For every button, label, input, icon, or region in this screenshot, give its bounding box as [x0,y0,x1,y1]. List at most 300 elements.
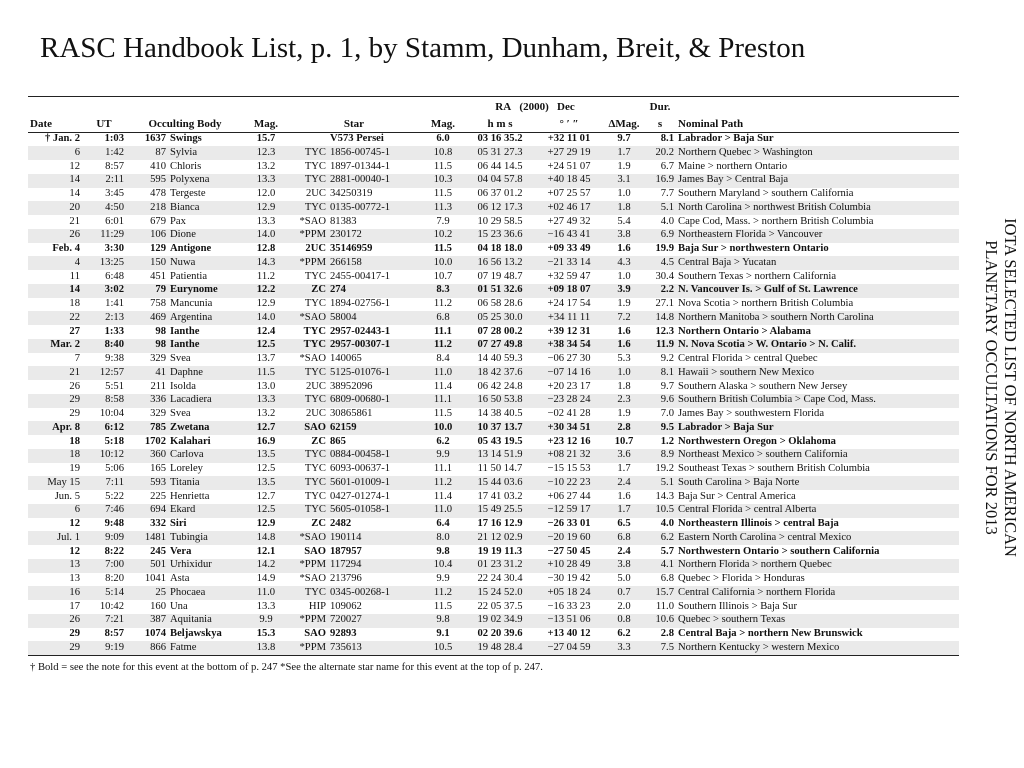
cell-num: 98 [155,325,166,337]
cell-mag: 13.5 [244,476,288,490]
cell-date: Apr. 8 [28,421,82,435]
cell-mag: 13.0 [256,380,276,392]
cell-path: Central Florida > central Alberta [676,504,959,518]
cell-ut: 3:02 [82,284,126,298]
cell-num: 866 [126,641,168,655]
cell-date: 13 [69,573,80,585]
cell-date: 4 [28,256,82,270]
cell-mag: 12.5 [244,504,288,518]
cell-dur: 4.0 [660,518,674,530]
cell-ut: 8:22 [104,545,124,557]
cell-mag: 12.5 [256,463,276,475]
cell-id: 0135-00772-1 [328,201,420,215]
cell-dec: −12 59 17 [534,504,604,518]
cell-smag: 8.0 [420,531,466,545]
cell-date: 29 [69,408,80,420]
cell-ra: 03 16 35.2 [477,133,523,145]
cell-mag: 14.9 [256,573,276,585]
cell-smag: 10.3 [420,174,466,188]
cell-cat: *PPM [288,614,328,628]
cell-ra: 01 23 31.2 [466,559,534,573]
cell-ut: 8:57 [104,628,124,640]
cell-path: Cape Cod, Mass. > northern British Columbia [678,215,874,227]
cell-cat: TYC [304,490,326,502]
cell-cat: TYC [304,160,326,172]
cell-ut: 3:45 [105,188,124,200]
cell-dur: 1.2 [660,435,674,447]
cell-id: 38952096 [330,380,373,392]
cell-name: Lacadiera [168,394,244,408]
cell-dec: +34 11 11 [534,311,604,325]
table-row [28,270,959,284]
cell-dur: 9.6 [644,394,676,408]
cell-dec: −23 28 24 [534,394,604,408]
cell-date: Jul. 1 [28,531,82,545]
cell-num: 410 [150,160,166,172]
table-row [28,229,959,243]
col-nominal-path: Nominal Path [676,114,959,133]
cell-date: 11 [69,270,80,282]
cell-path: North Carolina > northwest British Columbia [676,201,959,215]
cell-dec: −20 19 60 [534,531,604,545]
cell-dur: 2.8 [660,628,674,640]
cell-mag: 13.2 [256,160,276,172]
cell-name: Phocaea [168,586,244,600]
cell-cat: *PPM [288,256,328,270]
cell-mag: 12.2 [244,284,288,298]
cell-date: 16 [28,586,82,600]
cell-name: Zwetana [168,421,244,435]
cell-mag: 12.9 [244,201,288,215]
cell-date: 21 [69,215,80,227]
table-row [28,256,959,270]
cell-mag: 9.9 [244,614,288,628]
cell-dmag: 1.9 [617,298,631,310]
cell-ra: 07 27 49.8 [466,339,534,353]
cell-mag: 11.2 [256,270,276,282]
cell-mag: 12.7 [244,421,288,435]
cell-id: 5605-01058-1 [328,504,420,518]
cell-dec: −21 33 14 [534,256,604,270]
cell-path: Southern British Columbia > Cape Cod, Mass. [676,394,959,408]
cell-cat: 2UC [305,380,326,392]
cell-path: Eastern North Carolina > central Mexico [676,531,959,545]
cell-cat: TYC [288,201,328,215]
col-dec-units: ° ′ ″ [534,114,604,133]
cell-dec: +05 18 24 [534,586,604,600]
cell-ut: 9:48 [104,518,124,530]
cell-dur: 11.9 [644,339,676,353]
table-row [28,449,959,463]
cell-ut: 7:11 [82,476,126,490]
cell-ut: 5:51 [105,380,124,392]
cell-dmag: 1.0 [617,270,631,282]
cell-num: 79 [126,284,168,298]
cell-smag: 10.5 [420,641,466,655]
cell-date: 14 [28,284,82,298]
cell-name: Una [170,600,188,612]
cell-num: 593 [126,476,168,490]
cell-mag: 12.8 [256,243,276,255]
cell-dmag: 1.8 [604,201,644,215]
cell-dec: −15 15 53 [547,463,591,475]
cell-ra: 17 16 12.9 [477,518,523,530]
cell-dur: 6.7 [660,160,674,172]
cell-cat: TYC [304,270,326,282]
cell-dur: 4.0 [660,215,674,227]
cell-smag: 6.2 [436,435,450,447]
cell-name: Ianthe [168,339,244,353]
cell-smag: 6.8 [420,311,466,325]
occultation-table [28,96,959,656]
table-row [28,559,959,573]
table-row [28,311,959,325]
footnote: † Bold = see the note for this event at the bottom of p. 247 *See the alternate star name for this event at the top of p. 247. [30,662,543,673]
cell-dec: +24 17 54 [547,298,591,310]
cell-name: Svea [170,408,191,420]
cell-dmag: 5.3 [617,353,631,365]
cell-id: 6093-00637-1 [330,463,391,475]
cell-path: Northern Ontario > Alabama [678,325,811,337]
cell-ra: 18 42 37.6 [466,366,534,380]
cell-date: 21 [28,366,82,380]
cell-name: Svea [170,353,191,365]
cell-cat: *SAO [299,353,326,365]
cell-id: 5601-01009-1 [328,476,420,490]
cell-date: Jun. 5 [54,490,80,502]
cell-dur: 20.2 [644,146,676,160]
cell-ra: 07 19 48.7 [477,270,523,282]
cell-name: Henrietta [170,490,210,502]
cell-ra: 22 24 30.4 [477,573,523,585]
cell-name: Polyxena [168,174,244,188]
cell-num: 451 [150,270,166,282]
cell-id: 2957-02443-1 [330,325,391,337]
cell-num: 25 [126,586,168,600]
cell-ut: 7:00 [82,559,126,573]
cell-num: 160 [150,600,166,612]
cell-num: 150 [126,256,168,270]
cell-date: 17 [69,600,80,612]
cell-name: Bianca [168,201,244,215]
cell-smag: 11.2 [433,298,453,310]
col-mag: Mag. [244,114,288,133]
cell-cat: 2UC [305,243,326,255]
cell-ra: 19 19 11.3 [477,545,523,557]
cell-name: Siri [170,518,187,530]
cell-path: Northwestern Ontario > southern California [678,545,880,557]
table-row [28,325,959,339]
cell-mag: 13.3 [256,600,276,612]
cell-dec: −26 33 01 [547,518,591,530]
cell-dur: 8.1 [660,133,674,145]
table-row [28,586,959,600]
cell-cat: *SAO [288,531,328,545]
cell-dmag: 2.0 [617,600,631,612]
cell-ra: 14 38 40.5 [477,408,523,420]
table-row [28,600,959,614]
cell-mag: 13.5 [244,449,288,463]
cell-dur: 7.0 [660,408,674,420]
cell-id: 30865861 [330,408,373,420]
cell-dec: +13 40 12 [547,628,591,640]
cell-ut: 6:48 [105,270,124,282]
table-row [28,366,959,380]
cell-path: Quebec > Florida > Honduras [678,573,805,585]
cell-path: South Carolina > Baja Norte [676,476,959,490]
cell-date: 27 [69,325,80,337]
cell-id: 274 [328,284,420,298]
cell-date: 12 [69,160,80,172]
cell-id: 6809-00680-1 [328,394,420,408]
cell-name: Pax [170,215,186,227]
cell-dec: −30 19 42 [547,573,591,585]
cell-ra: 06 12 17.3 [466,201,534,215]
cell-name: Tergeste [170,188,206,200]
cell-dmag: 5.0 [617,573,631,585]
cell-name: Mancunia [170,298,213,310]
cell-ra: 15 49 25.5 [466,504,534,518]
cell-smag: 8.4 [436,353,450,365]
cell-date: Feb. 4 [52,243,80,255]
cell-mag: 12.1 [256,545,276,557]
cell-dec: +08 21 32 [534,449,604,463]
cell-num: 679 [150,215,166,227]
col-star: Star [288,114,420,133]
cell-dmag: 10.7 [614,435,634,447]
table-row [28,490,959,504]
cell-mag: 13.3 [244,174,288,188]
cell-dur: 6.2 [644,531,676,545]
cell-ra: 06 42 24.8 [477,380,523,392]
cell-date: 22 [28,311,82,325]
cell-smag: 9.8 [420,614,466,628]
cell-dur: 27.1 [655,298,674,310]
cell-ut: 8:58 [82,394,126,408]
cell-path: N. Nova Scotia > W. Ontario > N. Calif. [676,339,959,353]
cell-cat: *PPM [288,641,328,655]
cell-id: 1894-02756-1 [330,298,391,310]
cell-num: 87 [126,146,168,160]
cell-cat: SAO [304,545,326,557]
cell-path: James Bay > Central Baja [676,174,959,188]
cell-cat: *PPM [288,229,328,243]
col-date: Date [28,114,82,133]
cell-num: 41 [126,366,168,380]
cell-mag: 13.2 [256,408,276,420]
cell-date: 14 [28,174,82,188]
col-ut: UT [82,114,126,133]
cell-cat: TYC [288,339,328,353]
cell-dur: 11.0 [655,600,674,612]
cell-id: 0427-01274-1 [330,490,391,502]
side-title [982,190,1020,585]
cell-dmag: 1.6 [617,490,631,502]
cell-ut: 6:01 [105,215,124,227]
cell-dec: +24 51 07 [547,160,591,172]
cell-num: 387 [126,614,168,628]
cell-num: 501 [126,559,168,573]
cell-id: 2455-00417-1 [330,270,391,282]
cell-mag: 12.3 [244,146,288,160]
cell-dmag: 2.3 [604,394,644,408]
cell-smag: 11.1 [433,463,453,475]
cell-dur: 8.9 [644,449,676,463]
cell-cat: *SAO [299,573,326,585]
cell-name: Tubingia [168,531,244,545]
cell-cat: SAO [288,421,328,435]
cell-dur: 6.8 [660,573,674,585]
cell-path: Northern Quebec > Washington [676,146,959,160]
cell-date: 6 [28,146,82,160]
table-row [28,146,959,160]
cell-dur: 14.3 [655,490,674,502]
cell-ra: 14 40 59.3 [477,353,523,365]
cell-name: Sylvia [168,146,244,160]
cell-num: 218 [126,201,168,215]
cell-dec: +20 23 17 [547,380,591,392]
cell-smag: 11.2 [420,476,466,490]
cell-mag: 14.3 [244,256,288,270]
cell-id: 92893 [330,628,357,640]
cell-dur: 6.9 [644,229,676,243]
cell-ut: 5:22 [105,490,124,502]
cell-ut: 6:12 [82,421,126,435]
cell-path: Labrador > Baja Sur [678,133,774,145]
cell-path: Baja Sur > northwestern Ontario [678,243,829,255]
cell-dec: +30 34 51 [534,421,604,435]
table-row [28,394,959,408]
cell-ut: 11:29 [82,229,126,243]
cell-dur: 14.8 [644,311,676,325]
cell-name: Asta [170,573,190,585]
cell-id: 865 [330,435,346,447]
cell-mag: 12.9 [256,518,276,530]
cell-ra: 15 24 52.0 [466,586,534,600]
table-row [28,201,959,215]
cell-dec: −16 33 23 [547,600,591,612]
cell-date: 7 [74,353,80,365]
cell-id: 2482 [330,518,352,530]
cell-mag: 12.0 [256,188,276,200]
cell-cat: TYC [288,449,328,463]
cell-smag: 9.8 [436,545,450,557]
cell-date: 20 [28,201,82,215]
cell-id: 230172 [328,229,420,243]
cell-num: 1041 [144,573,166,585]
cell-ra: 05 25 30.0 [466,311,534,325]
cell-path: N. Vancouver Is. > Gulf of St. Lawrence [676,284,959,298]
cell-path: Northwestern Oregon > Oklahoma [678,435,836,447]
cell-date: 14 [69,188,80,200]
cell-num: 1074 [144,628,166,640]
cell-ra: 17 41 03.2 [477,490,523,502]
cell-id: 58004 [328,311,420,325]
cell-smag: 10.8 [420,146,466,160]
cell-smag: 6.4 [436,518,450,530]
cell-smag: 10.7 [433,270,453,282]
cell-dec: −06 27 30 [547,353,591,365]
cell-name: Kalahari [170,435,211,447]
cell-cat: 2UC [305,408,326,420]
cell-cat: *SAO [299,215,326,227]
cell-num: 245 [150,545,166,557]
cell-dur: 5.1 [644,201,676,215]
cell-smag: 10.0 [420,421,466,435]
cell-path: Central Baja > northern New Brunswick [678,628,863,640]
cell-ut: 9:09 [82,531,126,545]
cell-mag: 14.2 [244,559,288,573]
cell-dur: 10.6 [644,614,676,628]
cell-ra: 06 58 28.6 [477,298,523,310]
cell-mag: 12.9 [256,298,276,310]
cell-ra: 15 23 36.6 [466,229,534,243]
cell-cat: *SAO [288,311,328,325]
cell-dec: +02 46 17 [534,201,604,215]
cell-path: Baja Sur > Central America [678,490,796,502]
cell-cat: TYC [288,146,328,160]
cell-num: 225 [150,490,166,502]
cell-num: 329 [150,353,166,365]
table-row [28,504,959,518]
cell-id: 720027 [328,614,420,628]
cell-dmag: 3.3 [604,641,644,655]
cell-smag: 7.9 [436,215,450,227]
cell-name: Swings [170,133,202,145]
cell-dmag: 1.9 [617,408,631,420]
table-row [28,573,959,587]
cell-id: 213796 [330,573,362,585]
cell-id: 117294 [328,559,420,573]
cell-num: 595 [126,174,168,188]
cell-dmag: 7.2 [604,311,644,325]
cell-dec: −27 04 59 [534,641,604,655]
cell-ut: 5:18 [104,435,124,447]
cell-dec: +06 27 44 [547,490,591,502]
cell-ut: 2:11 [82,174,126,188]
cell-num: 329 [150,408,166,420]
cell-dur: 30.4 [655,270,674,282]
cell-mag: 13.7 [256,353,276,365]
cell-ut: 7:46 [82,504,126,518]
cell-dur: 7.5 [644,641,676,655]
table-row [28,614,959,628]
table-row [28,215,959,229]
table-row [28,243,959,257]
cell-mag: 12.7 [256,490,276,502]
cell-smag: 10.2 [420,229,466,243]
cell-ut: 9:19 [82,641,126,655]
cell-dur: 12.3 [655,325,674,337]
cell-ra: 04 18 18.0 [477,243,523,255]
cell-mag: 13.3 [244,394,288,408]
cell-date: 12 [69,545,80,557]
cell-dmag: 0.7 [604,586,644,600]
cell-path: Northeastern Florida > Vancouver [676,229,959,243]
table-row [28,380,959,394]
cell-num: 785 [126,421,168,435]
cell-dmag: 6.2 [617,628,631,640]
cell-cat: HIP [308,600,326,612]
cell-name: Loreley [170,463,203,475]
cell-id: 2881-00040-1 [328,174,420,188]
cell-id: 266158 [328,256,420,270]
cell-smag: 11.1 [434,325,452,337]
cell-cat: TYC [288,366,328,380]
cell-id: 187957 [330,545,362,557]
cell-ra: 07 28 00.2 [477,325,523,337]
cell-id: 735613 [328,641,420,655]
